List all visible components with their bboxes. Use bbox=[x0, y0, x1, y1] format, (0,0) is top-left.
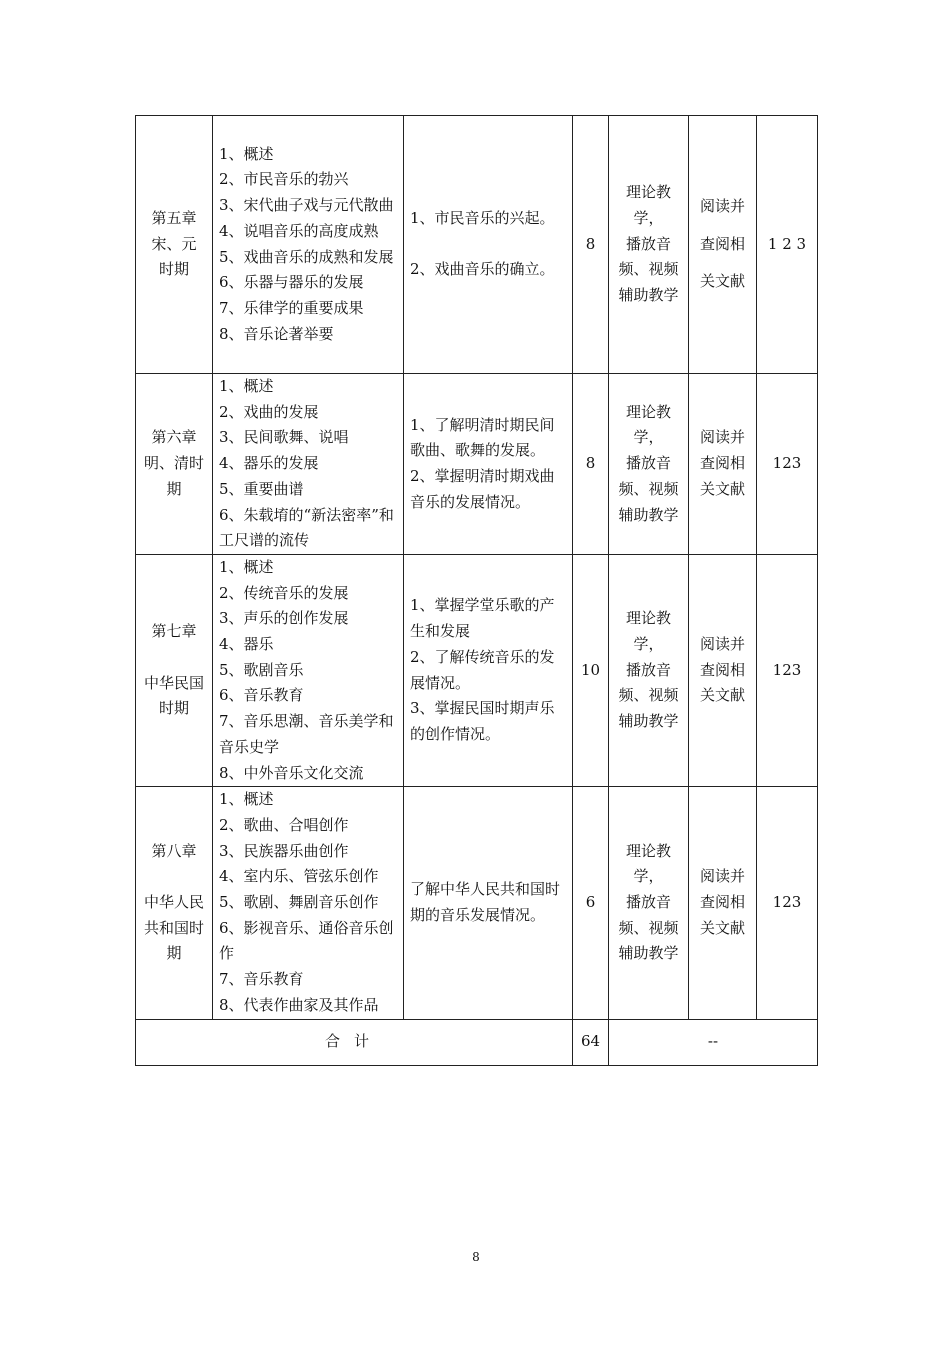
method-text: 播放音频、视频辅助教学 bbox=[618, 454, 679, 524]
topic-item: 5、戏曲音乐的成熟和发展 bbox=[219, 247, 394, 266]
goal-item: 1、市民音乐的兴起。 bbox=[410, 208, 555, 227]
topic-item: 8、音乐论著举要 bbox=[219, 324, 334, 343]
total-row bbox=[136, 1019, 818, 1065]
assignment-text: 查阅相 bbox=[699, 660, 745, 679]
topics-cell bbox=[213, 554, 404, 786]
chapter-title: 明、清时期 bbox=[143, 454, 204, 498]
total-hours: 64 bbox=[573, 1019, 609, 1065]
method-text: 播放音频、视频辅助教学 bbox=[618, 234, 679, 305]
syllabus-table bbox=[135, 115, 818, 1066]
assignment-cell bbox=[689, 787, 757, 1019]
goal-item: 1、了解明清时期民间歌曲、歌舞的发展。 bbox=[410, 415, 555, 460]
goals-cell bbox=[404, 374, 573, 555]
method-text: 播放音频、视频辅助教学 bbox=[618, 893, 679, 963]
hours-cell: 10 bbox=[573, 554, 609, 786]
assignment-text: 关文献 bbox=[699, 686, 745, 705]
topics-cell bbox=[213, 116, 404, 374]
chapter-number: 第六章 bbox=[151, 428, 197, 447]
chapter-title: 时期 bbox=[158, 260, 189, 279]
chapter-number: 第八章 bbox=[151, 841, 197, 860]
topics-cell bbox=[213, 787, 404, 1019]
references-cell: 1 2 3 bbox=[757, 116, 818, 374]
topic-item: 2、戏曲的发展 bbox=[219, 402, 319, 421]
table-row bbox=[136, 554, 818, 786]
goals-cell bbox=[404, 554, 573, 786]
topic-item: 3、民族器乐曲创作 bbox=[219, 841, 349, 860]
table-row bbox=[136, 374, 818, 555]
assignment-text: 查阅相 bbox=[699, 454, 745, 473]
goal-item: 2、掌握明清时期戏曲音乐的发展情况。 bbox=[410, 466, 555, 511]
assignment-cell bbox=[689, 554, 757, 786]
topic-item: 5、重要曲谱 bbox=[219, 479, 304, 498]
topic-item: 4、室内乐、管弦乐创作 bbox=[219, 867, 379, 886]
topics-cell bbox=[213, 374, 404, 555]
topic-item: 8、代表作曲家及其作品 bbox=[219, 995, 379, 1014]
assignment-text: 查阅相 bbox=[699, 234, 745, 253]
method-text: 理论教学， bbox=[625, 402, 671, 447]
topic-item: 6、音乐教育 bbox=[219, 686, 304, 705]
table-row bbox=[136, 116, 818, 374]
topic-item: 3、声乐的创作发展 bbox=[219, 609, 349, 628]
assignment-text: 阅读并 bbox=[699, 635, 745, 654]
chapter-cell bbox=[136, 116, 213, 374]
goal-item: 2、戏曲音乐的确立。 bbox=[410, 260, 555, 279]
method-cell bbox=[609, 787, 689, 1019]
topic-item: 3、民间歌舞、说唱 bbox=[219, 428, 349, 447]
assignment-text: 关文献 bbox=[699, 918, 745, 937]
topic-item: 7、音乐思潮、音乐美学和音乐史学 bbox=[219, 712, 394, 756]
goals-cell bbox=[404, 116, 573, 374]
topic-item: 1、概述 bbox=[219, 144, 274, 163]
chapter-number: 第七章 bbox=[151, 622, 197, 641]
chapter-number: 第五章 bbox=[151, 208, 197, 227]
topic-item: 6、影视音乐、通俗音乐创作 bbox=[219, 918, 394, 963]
topic-item: 6、乐器与器乐的发展 bbox=[219, 273, 364, 292]
method-text: 理论教学， bbox=[625, 183, 671, 227]
method-text: 理论教学， bbox=[625, 609, 671, 654]
topic-item: 1、概述 bbox=[219, 377, 274, 395]
topic-item: 7、音乐教育 bbox=[219, 970, 304, 989]
topic-item: 2、市民音乐的勃兴 bbox=[219, 170, 349, 189]
chapter-title: 中华人民共和国时期 bbox=[143, 893, 204, 963]
chapter-cell bbox=[136, 554, 213, 786]
method-text: 理论教学， bbox=[625, 841, 671, 886]
goal-item: 1、掌握学堂乐歌的产生和发展 bbox=[410, 596, 555, 641]
chapter-cell bbox=[136, 787, 213, 1019]
table-row bbox=[136, 787, 818, 1019]
hours-cell: 8 bbox=[573, 116, 609, 374]
references-cell: 123 bbox=[757, 374, 818, 555]
chapter-title: 宋、元 bbox=[151, 234, 197, 253]
references-cell: 123 bbox=[757, 554, 818, 786]
method-cell bbox=[609, 554, 689, 786]
page-number: 8 bbox=[472, 1250, 480, 1264]
assignment-text: 查阅相 bbox=[699, 893, 745, 912]
topic-item: 8、中外音乐文化交流 bbox=[219, 763, 364, 782]
topic-item: 4、器乐 bbox=[219, 635, 274, 654]
topic-item: 2、歌曲、合唱创作 bbox=[219, 815, 349, 834]
assignment-cell bbox=[689, 116, 757, 374]
hours-cell: 8 bbox=[573, 374, 609, 555]
goal-item: 2、了解传统音乐的发展情况。 bbox=[410, 647, 555, 692]
topic-item: 3、宋代曲子戏与元代散曲 bbox=[219, 196, 394, 215]
method-cell bbox=[609, 116, 689, 374]
assignment-text: 关文献 bbox=[699, 479, 745, 498]
topic-item: 5、歌剧音乐 bbox=[219, 660, 304, 679]
topic-item: 2、传统音乐的发展 bbox=[219, 583, 349, 602]
method-cell bbox=[609, 374, 689, 555]
chapter-title: 中华民国时期 bbox=[143, 673, 204, 718]
assignment-text: 阅读并 bbox=[699, 867, 745, 886]
total-rest: -- bbox=[609, 1019, 818, 1065]
hours-cell: 6 bbox=[573, 787, 609, 1019]
topic-item: 6、朱载堉的“新法密率”和工尺谱的流传 bbox=[219, 505, 394, 550]
chapter-cell bbox=[136, 374, 213, 555]
topic-item: 4、器乐的发展 bbox=[219, 454, 319, 473]
assignment-cell bbox=[689, 374, 757, 555]
method-text: 播放音频、视频辅助教学 bbox=[618, 660, 679, 731]
topic-item: 7、乐律学的重要成果 bbox=[219, 298, 364, 317]
references-cell: 123 bbox=[757, 787, 818, 1019]
assignment-text: 阅读并 bbox=[699, 428, 745, 447]
topic-item: 1、概述 bbox=[219, 790, 274, 809]
assignment-text: 阅读并 bbox=[699, 196, 745, 215]
goals-cell bbox=[404, 787, 573, 1019]
topic-item: 5、歌剧、舞剧音乐创作 bbox=[219, 893, 379, 912]
assignment-text: 关文献 bbox=[699, 272, 745, 291]
topic-item: 1、概述 bbox=[219, 557, 274, 576]
topic-item: 4、说唱音乐的高度成熟 bbox=[219, 221, 379, 240]
goal-item: 3、掌握民国时期声乐的创作情况。 bbox=[410, 699, 555, 743]
total-label: 合计 bbox=[136, 1019, 573, 1065]
goal-item: 了解中华人民共和国时期的音乐发展情况。 bbox=[410, 880, 561, 924]
